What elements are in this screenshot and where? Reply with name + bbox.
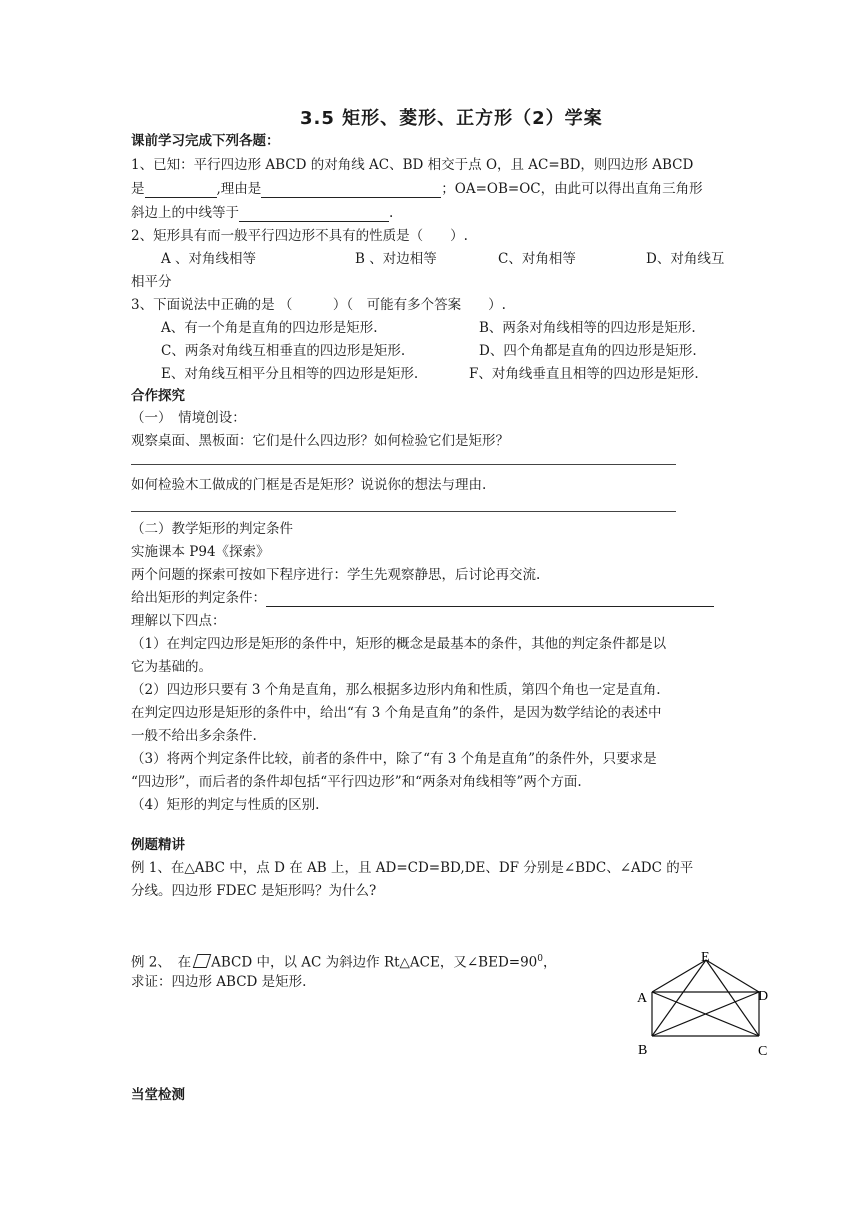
q3-option-c: C、两条对角线互相垂直的四边形是矩形. bbox=[161, 343, 406, 359]
point-4: （4）矩形的判定与性质的区别. bbox=[131, 797, 320, 813]
q1-text-c: ；OA=OB=OC，由此可以得出直角三角形 bbox=[441, 181, 703, 197]
q1-blank-1[interactable] bbox=[145, 183, 217, 198]
q2-option-a: A 、对角线相等 bbox=[161, 251, 257, 267]
parallelogram-icon bbox=[193, 954, 212, 968]
sec2-title: （二）教学矩形的判定条件 bbox=[131, 521, 293, 537]
q3-option-d: D、四个角都是直角的四边形是矩形. bbox=[479, 343, 697, 359]
label-a: A bbox=[637, 991, 648, 1006]
point-3-a: （3）将两个判定条件比较，前者的条件中，除了“有 3 个角是直角”的条件外，只要求是 bbox=[131, 751, 657, 767]
criteria-blank[interactable] bbox=[266, 592, 714, 607]
segment-ae bbox=[652, 960, 706, 992]
q2-option-c: C、对角相等 bbox=[498, 251, 576, 267]
q1-line2 bbox=[131, 180, 731, 198]
sec2-line-4: 理解以下四点： bbox=[131, 613, 226, 629]
criteria-label: 给出矩形的判定条件： bbox=[131, 590, 266, 606]
explore-heading: 合作探究 bbox=[131, 388, 185, 404]
q1-text-e: . bbox=[389, 205, 394, 221]
sec1-question-1: 观察桌面、黑板面：它们是什么四边形？如何检验它们是矩形？ bbox=[131, 433, 509, 449]
sec1-question-2: 如何检验木工做成的门框是否是矩形？说说你的想法与理由. bbox=[131, 477, 487, 493]
q1-line1: 1、已知：平行四边形 ABCD 的对角线 AC、BD 相交于点 O，且 AC=BD，则四边形 ABCD bbox=[131, 157, 694, 173]
q1-text-b: ,理由是 bbox=[216, 181, 262, 197]
label-d: D bbox=[758, 989, 769, 1004]
q1-blank-3[interactable] bbox=[239, 207, 389, 222]
q2-option-b: B 、对边相等 bbox=[355, 251, 437, 267]
q3-option-a: A、有一个角是直角的四边形是矩形. bbox=[161, 320, 378, 336]
example-1-line-b: 分线。四边形 FDEC 是矩形吗？为什么? bbox=[131, 883, 377, 899]
label-b: B bbox=[638, 1043, 648, 1058]
answer-line-1[interactable] bbox=[131, 464, 676, 465]
answer-line-2[interactable] bbox=[131, 511, 676, 512]
page-title: 3.5 矩形、菱形、正方形（2）学案 bbox=[300, 108, 603, 129]
example-2-text-b: ABCD 中，以 AC 为斜边作 Rt△ACE，又∠BED=90 bbox=[211, 954, 538, 971]
point-2-b: 在判定四边形是矩形的条件中，给出“有 3 个角是直角”的条件，是因为数学结论的表述中 bbox=[131, 705, 662, 721]
q2-option-d-cont: 相平分 bbox=[131, 274, 172, 290]
q2-option-d: D、对角线互 bbox=[646, 251, 725, 267]
geometry-figure bbox=[634, 947, 774, 1059]
point-3-b: “四边形”，而后者的条件却包括“平行四边形”和“两条对角线相等”两个方面. bbox=[131, 774, 582, 790]
example-2-line-b: 求证：四边形 ABCD 是矩形. bbox=[131, 974, 307, 990]
label-c: C bbox=[758, 1044, 768, 1059]
examples-heading: 例题精讲 bbox=[131, 837, 185, 853]
q1-blank-2[interactable] bbox=[261, 183, 441, 198]
point-2-a: （2）四边形只要有 3 个角是直角，那么根据多边形内角和性质，第四个角也一定是直角. bbox=[131, 682, 661, 698]
example-2-text-a: 例 2、 在 bbox=[131, 954, 192, 971]
point-1-a: （1）在判定四边形是矩形的条件中，矩形的概念是最基本的条件，其他的判定条件都是以 bbox=[131, 636, 667, 652]
q3-option-e: E、对角线互相平分且相等的四边形是矩形. bbox=[161, 366, 419, 382]
sec1-title: （一） 情境创设： bbox=[131, 410, 246, 426]
example-1-line-a: 例 1、在△ABC 中，点 D 在 AB 上，且 AD=CD=BD,DE、DF 分别是∠BDC、∠ADC 的平 bbox=[131, 860, 694, 876]
sec2-line-3 bbox=[131, 589, 731, 607]
degree-superscript: 0 bbox=[537, 954, 543, 964]
point-2-c: 一般不给出多余条件. bbox=[131, 728, 257, 744]
sec2-line-1: 实施课本 P94《探索》 bbox=[131, 544, 270, 560]
q3-option-b: B、两条对角线相等的四边形是矩形. bbox=[479, 320, 696, 336]
example-2-text-c: ， bbox=[543, 954, 557, 971]
point-1-b: 它为基础的。 bbox=[131, 659, 212, 675]
check-heading: 当堂检测 bbox=[131, 1087, 185, 1103]
q2-stem: 2、矩形具有而一般平行四边形不具有的性质是（ ）. bbox=[131, 228, 468, 244]
segment-ed bbox=[706, 960, 759, 992]
q1-line3 bbox=[131, 204, 731, 222]
pre-study-heading: 课前学习完成下列各题： bbox=[131, 133, 280, 149]
q3-stem: 3、下面说法中正确的是 （ ）（ 可能有多个答案 ）. bbox=[131, 297, 506, 313]
q1-text-d: 斜边上的中线等于 bbox=[131, 205, 239, 221]
q1-text-a: 是 bbox=[131, 181, 145, 197]
q3-option-f: F、对角线垂直且相等的四边形是矩形. bbox=[469, 366, 699, 382]
label-e: E bbox=[701, 950, 710, 965]
sec2-line-2: 两个问题的探索可按如下程序进行：学生先观察静思，后讨论再交流. bbox=[131, 567, 541, 583]
